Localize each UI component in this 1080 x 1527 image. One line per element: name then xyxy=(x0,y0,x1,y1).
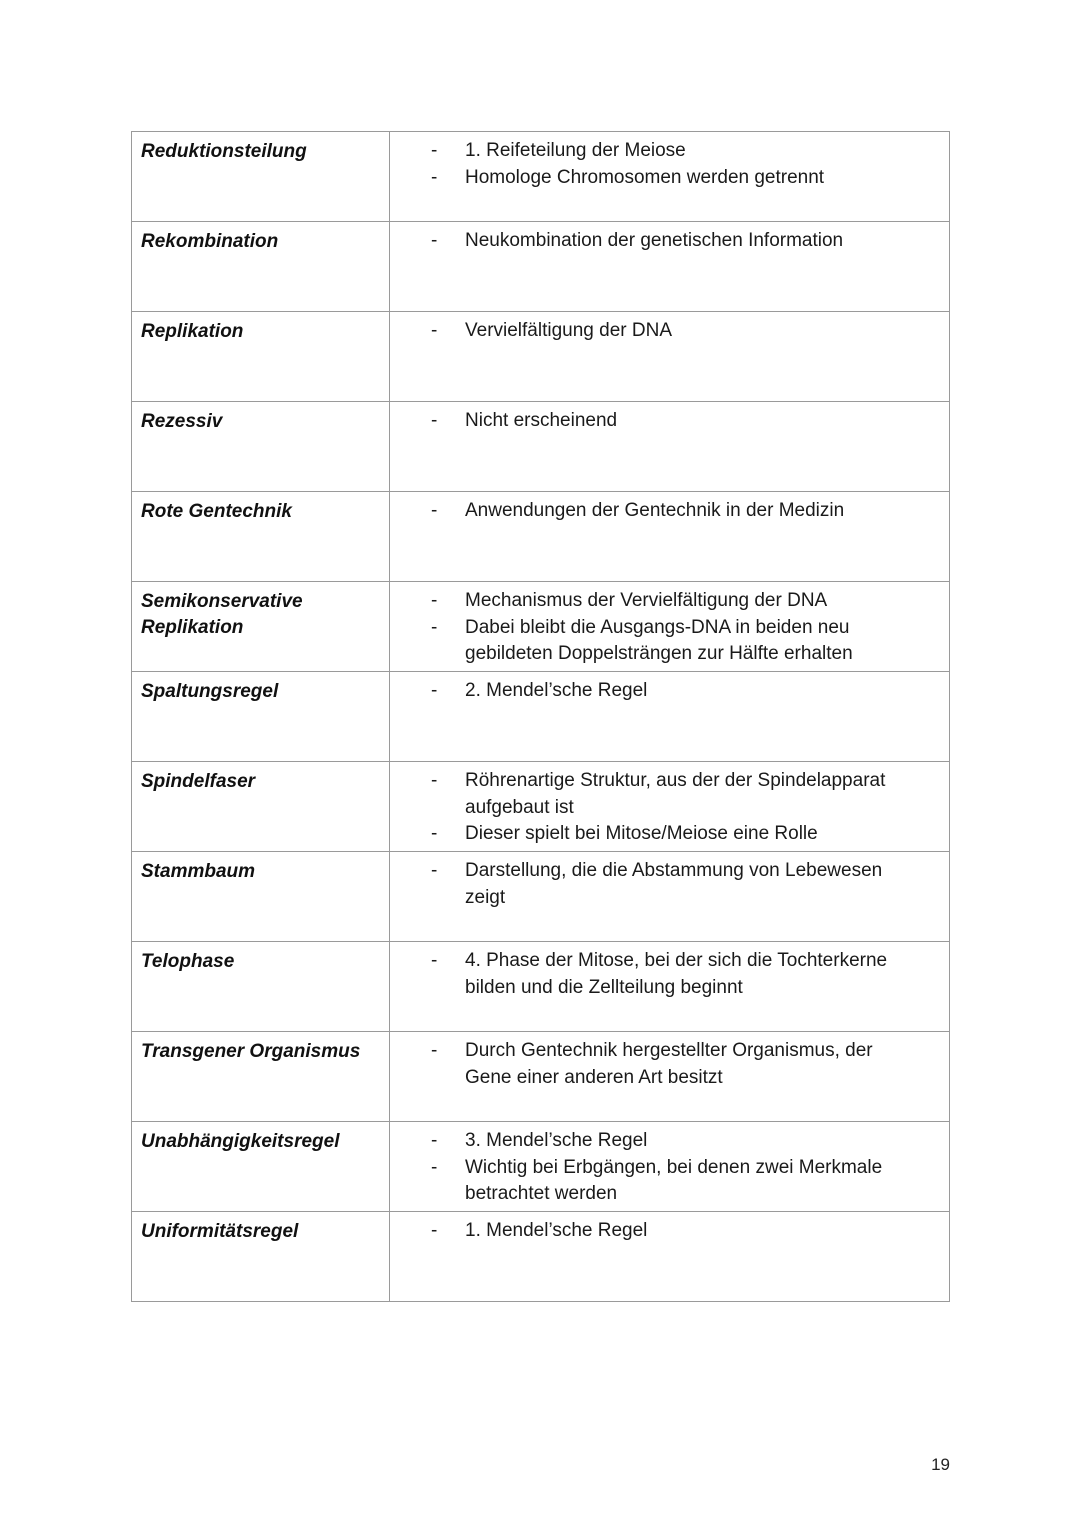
definition-cell xyxy=(390,1032,950,1122)
table-row xyxy=(132,402,950,492)
definition-cell xyxy=(390,312,950,402)
definition-list xyxy=(390,228,949,255)
definition-text: 4. Phase der Mitose, bei der sich die Tochterkerne bilden und die Zellteilung beginnt xyxy=(465,950,888,998)
table-row xyxy=(132,1032,950,1122)
definition-cell xyxy=(390,1122,950,1212)
table-row xyxy=(132,132,950,222)
term-cell xyxy=(132,1032,390,1122)
definition-list xyxy=(390,1218,949,1245)
dash-bullet: - xyxy=(431,1156,438,1178)
definition-list xyxy=(390,1038,949,1091)
glossary-table xyxy=(131,131,950,1302)
definition-list xyxy=(390,588,949,668)
table-row xyxy=(132,762,950,852)
term-cell xyxy=(132,672,390,762)
definition-text: 3. Mendel’sche Regel xyxy=(465,1130,648,1151)
term-cell xyxy=(132,492,390,582)
term-cell xyxy=(132,1122,390,1212)
dash-bullet: - xyxy=(431,1130,438,1151)
definition-list xyxy=(390,138,949,191)
definition-text: Mechanismus der Vervielfältigung der DNA xyxy=(465,590,828,611)
definition-item xyxy=(390,948,949,1001)
definition-cell xyxy=(390,132,950,222)
table-row xyxy=(132,582,950,672)
term-label: Rekombination xyxy=(141,231,279,252)
definition-cell xyxy=(390,672,950,762)
definition-item xyxy=(390,858,949,911)
definition-text: Anwendungen der Gentechnik in der Medizin xyxy=(465,500,845,521)
definition-text: Neukombination der genetischen Information xyxy=(465,230,844,251)
dash-bullet: - xyxy=(431,140,438,161)
table-row xyxy=(132,312,950,402)
definition-item xyxy=(390,615,949,668)
definition-cell xyxy=(390,852,950,942)
definition-text: Wichtig bei Erbgängen, bei denen zwei Merkmale betrachtet werden xyxy=(465,1156,883,1204)
definition-cell xyxy=(390,942,950,1032)
definition-list xyxy=(390,318,949,345)
definition-list xyxy=(390,768,949,848)
term-label: Rote Gentechnik xyxy=(141,501,292,522)
term-label: Telophase xyxy=(141,951,235,972)
table-row xyxy=(132,852,950,942)
definition-list xyxy=(390,858,949,911)
dash-bullet: - xyxy=(431,860,438,881)
table-row xyxy=(132,942,950,1032)
dash-bullet: - xyxy=(431,320,438,341)
definition-text: Dieser spielt bei Mitose/Meiose eine Rolle xyxy=(465,823,818,844)
definition-item xyxy=(390,1038,949,1091)
definition-item xyxy=(390,821,949,848)
definition-item xyxy=(390,408,949,435)
term-label: Replikation xyxy=(141,321,244,342)
definition-text: Vervielfältigung der DNA xyxy=(465,320,672,341)
definition-list xyxy=(390,1128,949,1208)
definition-text: Homologe Chromosomen werden getrennt xyxy=(465,166,825,188)
definition-text: 1. Mendel’sche Regel xyxy=(465,1220,648,1241)
dash-bullet: - xyxy=(431,166,438,188)
page-number: 19 xyxy=(931,1455,950,1474)
term-cell xyxy=(132,402,390,492)
definition-item xyxy=(390,1128,949,1155)
definition-cell xyxy=(390,402,950,492)
definition-item xyxy=(390,165,949,192)
term-cell xyxy=(132,942,390,1032)
definition-cell xyxy=(390,1212,950,1302)
table-row xyxy=(132,1212,950,1302)
definition-item xyxy=(390,678,949,705)
dash-bullet: - xyxy=(431,950,438,971)
term-label: Spaltungsregel xyxy=(141,681,279,702)
definition-item xyxy=(390,318,949,345)
term-label: Semikonservative Replikation xyxy=(141,591,303,638)
definition-item xyxy=(390,1218,949,1245)
term-cell xyxy=(132,582,390,672)
table-row xyxy=(132,672,950,762)
table-row xyxy=(132,222,950,312)
table-row xyxy=(132,1122,950,1212)
term-cell xyxy=(132,852,390,942)
definition-text: 2. Mendel’sche Regel xyxy=(465,680,648,701)
definition-text: Dabei bleibt die Ausgangs-DNA in beiden neu gebildeten Doppelsträngen zur Hälfte erhalten xyxy=(465,616,853,664)
definition-list xyxy=(390,408,949,435)
definition-cell xyxy=(390,222,950,312)
definition-cell xyxy=(390,492,950,582)
definition-item xyxy=(390,138,949,165)
dash-bullet: - xyxy=(431,770,438,791)
term-cell xyxy=(132,132,390,222)
term-label: Reduktionsteilung xyxy=(141,141,307,162)
definition-item xyxy=(390,1155,949,1208)
term-label: Rezessiv xyxy=(141,411,223,432)
definition-text: Nicht erscheinend xyxy=(465,410,618,431)
term-cell xyxy=(132,762,390,852)
term-label: Stammbaum xyxy=(141,861,256,882)
dash-bullet: - xyxy=(431,823,438,844)
term-cell xyxy=(132,312,390,402)
definition-item xyxy=(390,228,949,255)
term-cell xyxy=(132,222,390,312)
term-label: Uniformitätsregel xyxy=(141,1221,299,1242)
term-cell xyxy=(132,1212,390,1302)
definition-text: 1. Reifeteilung der Meiose xyxy=(465,140,686,161)
definition-cell xyxy=(390,762,950,852)
dash-bullet: - xyxy=(431,590,438,611)
definition-text: Darstellung, die die Abstammung von Lebewesen zeigt xyxy=(465,860,883,908)
dash-bullet: - xyxy=(431,1040,438,1061)
dash-bullet: - xyxy=(431,680,438,701)
definition-item xyxy=(390,498,949,525)
dash-bullet: - xyxy=(431,500,438,521)
definition-list xyxy=(390,678,949,705)
definition-text: Röhrenartige Struktur, aus der der Spindelapparat aufgebaut ist xyxy=(465,770,886,818)
term-label: Spindelfaser xyxy=(141,771,256,792)
definition-list xyxy=(390,948,949,1001)
dash-bullet: - xyxy=(431,410,438,431)
term-label: Unabhängigkeitsregel xyxy=(141,1131,340,1152)
dash-bullet: - xyxy=(431,616,438,638)
dash-bullet: - xyxy=(431,230,438,251)
definition-list xyxy=(390,498,949,525)
table-row xyxy=(132,492,950,582)
definition-text: Durch Gentechnik hergestellter Organismus, der Gene einer anderen Art besitzt xyxy=(465,1040,873,1088)
definition-cell xyxy=(390,582,950,672)
definition-item xyxy=(390,588,949,615)
dash-bullet: - xyxy=(431,1220,438,1241)
term-label: Transgener Organismus xyxy=(141,1041,361,1062)
definition-item xyxy=(390,768,949,821)
